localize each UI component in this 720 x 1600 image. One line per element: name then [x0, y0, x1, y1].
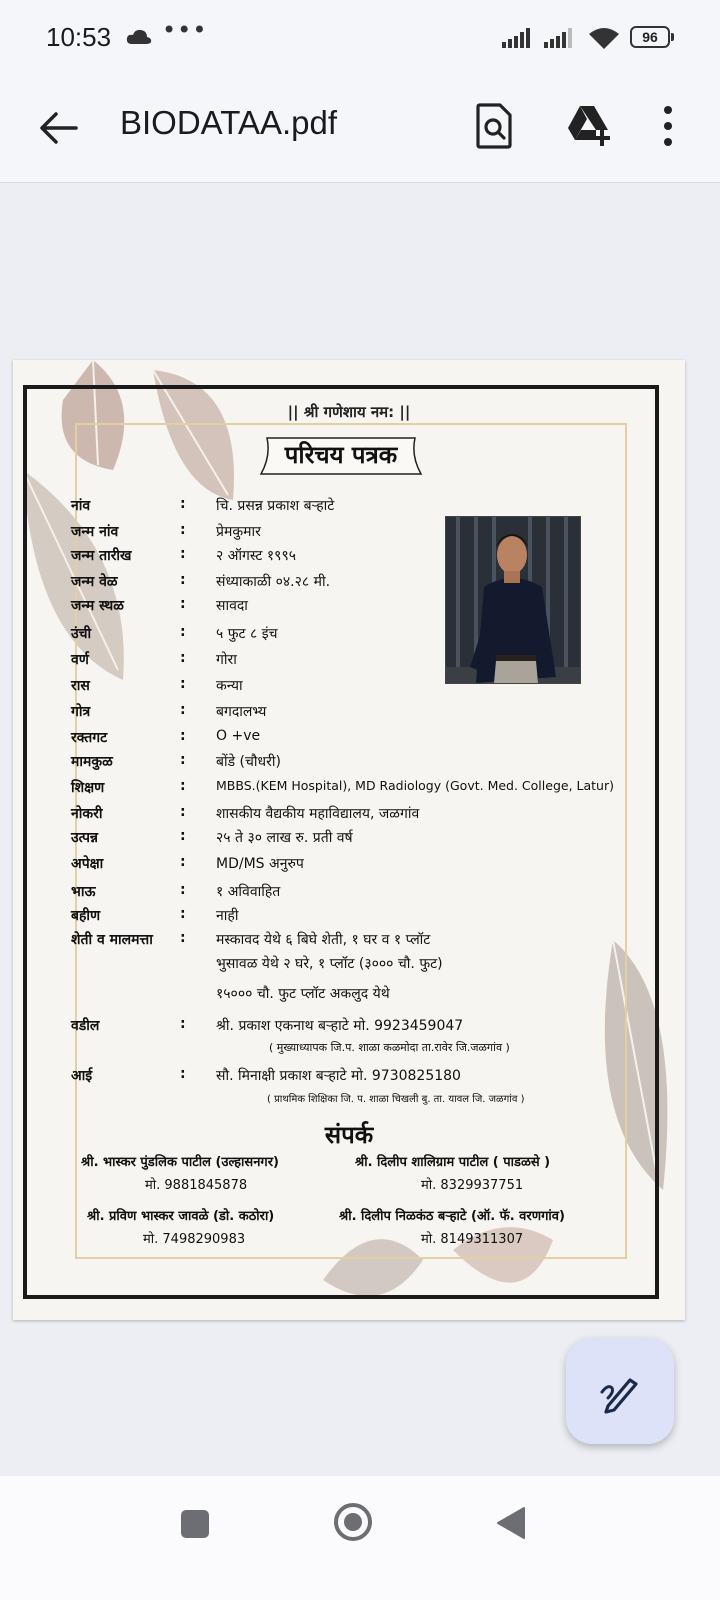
biodata-row	[13, 930, 685, 954]
biodata-colon: :	[180, 624, 186, 640]
biodata-colon: :	[180, 854, 186, 870]
contact-name: श्री. प्रविण भास्कर जावळे (डो. कठोरा)	[87, 1209, 275, 1224]
biodata-label: शिक्षण	[71, 780, 105, 796]
contact-heading: संपर्क	[324, 1120, 374, 1149]
biodata-value: बगदालभ्य	[216, 704, 267, 720]
biodata-label: जन्म स्थळ	[71, 598, 124, 614]
biodata-value: नाही	[216, 908, 239, 924]
biodata-colon: :	[180, 546, 186, 562]
property-line: १५००० चौ. फुट प्लॉट अकलुद येथे	[216, 986, 390, 1002]
biodata-colon: :	[180, 676, 186, 692]
biodata-row	[13, 854, 685, 878]
biodata-value: ५ फुट ८ इंच	[216, 626, 278, 642]
biodata-row	[13, 496, 685, 520]
biodata-value: MD/MS अनुरुप	[216, 856, 304, 872]
biodata-row	[13, 828, 685, 852]
annotate-button[interactable]	[566, 1338, 674, 1444]
biodata-row	[13, 728, 685, 752]
pen-edit-icon	[598, 1370, 642, 1414]
biodata-row	[13, 522, 685, 546]
status-time: 10:53	[46, 22, 112, 52]
nav-back-icon[interactable]	[496, 1506, 526, 1540]
biodata-row	[13, 676, 685, 700]
mother-row: आई : सौ. मिनाक्षी प्रकाश बऱ्हाटे मो. 9730825180	[71, 1066, 461, 1084]
home-icon[interactable]	[333, 1502, 373, 1542]
contact-phone: मो. 7498290983	[143, 1232, 246, 1247]
mother-note: ( प्राथमिक शिक्षिका जि. प. शाळा चिखली बु. ता. यावल जि. जळगांव )	[267, 1094, 525, 1105]
document-title: BIODATAA.pdf	[120, 104, 338, 141]
signal-icon	[502, 28, 536, 48]
contact-name: श्री. भास्कर पुंडलिक पाटील (उल्हासनगर)	[81, 1155, 279, 1170]
biodata-label: भाऊ	[71, 884, 96, 900]
search-in-document-icon[interactable]	[474, 102, 514, 150]
biodata-colon: :	[180, 828, 186, 844]
biodata-value: मस्कावद येथे ६ बिघे शेती, १ घर व १ प्लॉट	[216, 932, 431, 948]
biodata-colon: :	[180, 778, 186, 794]
biodata-value: बोंडे (चौधरी)	[216, 754, 281, 770]
recents-icon[interactable]	[181, 1510, 209, 1538]
contact-phone: मो. 8329937751	[421, 1178, 524, 1193]
biodata-value: MBBS.(KEM Hospital), MD Radiology (Govt. Med. College, Latur)	[216, 778, 614, 793]
add-to-drive-icon[interactable]	[566, 102, 612, 148]
biodata-row	[13, 752, 685, 776]
biodata-label: रक्तगट	[71, 730, 108, 746]
invocation-text: || श्री गणेशाय नम: ||	[287, 403, 411, 421]
contact-phone: मो. 9881845878	[145, 1178, 248, 1193]
biodata-row	[13, 572, 685, 596]
back-arrow-icon[interactable]	[36, 106, 80, 150]
biodata-row	[13, 882, 685, 906]
biodata-label: उंची	[71, 626, 92, 642]
biodata-value: शासकीय वैद्यकीय महाविद्यालय, जळगांव	[216, 806, 420, 822]
biodata-value: प्रेमकुमार	[216, 524, 261, 540]
biodata-row	[13, 650, 685, 674]
biodata-row	[13, 624, 685, 648]
biodata-colon: :	[180, 752, 186, 768]
biodata-label: गोत्र	[71, 704, 91, 720]
biodata-label: वर्ण	[71, 652, 89, 668]
biodata-value: सावदा	[216, 598, 248, 614]
biodata-label: जन्म तारीख	[71, 548, 132, 564]
biodata-label: अपेक्षा	[71, 856, 104, 872]
father-row: वडील : श्री. प्रकाश एकनाथ बऱ्हाटे मो. 9923459047	[71, 1016, 464, 1034]
cloud-icon	[126, 28, 152, 46]
signal-icon-2	[544, 28, 578, 48]
biodata-colon: :	[180, 702, 186, 718]
pdf-page[interactable]	[13, 360, 685, 1320]
biodata-label: नांव	[71, 498, 91, 514]
biodata-row	[13, 596, 685, 620]
biodata-value: २ ऑगस्ट १९९५	[216, 548, 297, 564]
father-note: ( मुख्याध्यापक जि.प. शाळा कळमोदा ता.रावेर जि.जळगांव )	[269, 1041, 510, 1054]
biodata-row	[13, 702, 685, 726]
biodata-colon: :	[180, 930, 186, 946]
biodata-colon: :	[180, 906, 186, 922]
biodata-colon: :	[180, 522, 186, 538]
biodata-label: जन्म नांव	[71, 524, 119, 540]
biodata-row	[13, 804, 685, 828]
biodata-value: गोरा	[216, 652, 237, 668]
biodata-value: संध्याकाळी ०४.२८ मी.	[216, 574, 331, 590]
more-options-icon[interactable]	[660, 104, 676, 148]
biodata-value: O +ve	[216, 728, 261, 744]
property-line: भुसावळ येथे २ घरे, १ प्लॉट (३००० चौ. फुट)	[216, 956, 443, 972]
biodata-colon: :	[180, 728, 186, 744]
biodata-value: चि. प्रसन्न प्रकाश बऱ्हाटे	[216, 498, 335, 514]
battery-icon: 96	[630, 26, 670, 48]
biodata-label: नोकरी	[71, 806, 103, 822]
contact-name: श्री. दिलीप शालिग्राम पाटील ( पाडळसे )	[355, 1155, 551, 1170]
contact-phone: मो. 8149311307	[421, 1232, 524, 1247]
biodata-colon: :	[180, 596, 186, 612]
wifi-icon	[588, 26, 620, 50]
biodata-row	[13, 778, 685, 802]
app-bar	[0, 78, 720, 183]
document-heading: परिचय पत्रक	[284, 440, 398, 469]
biodata-colon: :	[180, 882, 186, 898]
contact-name: श्री. दिलीप निळकंठ बऱ्हाटे (ऑ. फॅ. वरणगांव)	[339, 1209, 565, 1224]
biodata-value: २५ ते ३० लाख रु. प्रती वर्ष	[216, 830, 353, 846]
biodata-colon: :	[180, 650, 186, 666]
biodata-label: उत्पन्न	[71, 830, 98, 846]
biodata-colon: :	[180, 496, 186, 512]
system-nav-bar	[0, 1476, 720, 1600]
biodata-label: शेती व मालमत्ता	[71, 932, 153, 948]
biodata-label: मामकुळ	[71, 754, 113, 770]
biodata-row	[13, 906, 685, 930]
biodata-value: १ अविवाहित	[216, 884, 281, 900]
biodata-value: कन्या	[216, 678, 243, 694]
status-bar	[0, 0, 720, 78]
biodata-label: जन्म वेळ	[71, 574, 118, 590]
more-notifications-icon: •••	[162, 16, 208, 44]
biodata-colon: :	[180, 804, 186, 820]
biodata-row	[13, 546, 685, 570]
biodata-colon: :	[180, 572, 186, 588]
biodata-label: बहीण	[71, 908, 101, 924]
biodata-label: रास	[71, 678, 90, 694]
